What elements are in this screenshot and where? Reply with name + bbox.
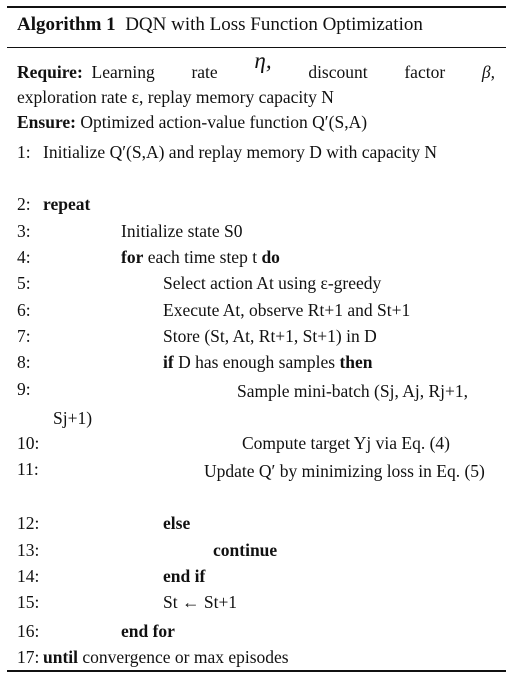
ensure-line [17,111,495,133]
step-text: Compute target Yj via Eq. (4) [242,433,451,453]
line-number: 17: [17,647,40,667]
line-number: 11: [17,459,39,479]
algorithm-name: DQN with Loss Function Optimization [125,14,423,35]
require-word: factor [404,62,446,82]
line-number: 9: [17,379,31,399]
require-line [17,48,495,83]
algorithm-title [17,14,423,36]
require-keyword: Require: [17,62,83,82]
require-line-2: exploration rate ε, replay memory capacity N [17,87,334,107]
keyword-if: if [163,352,174,372]
require-word: rate [191,62,218,82]
bottom-rule [7,670,506,672]
top-rule [7,6,506,8]
line-number: 15: [17,592,40,612]
keyword-repeat: repeat [43,194,91,214]
line-number: 8: [17,352,31,372]
keyword-do: do [261,247,280,267]
line-number: 13: [17,540,40,560]
line-number: 2: [17,194,31,214]
algorithm-label: Algorithm 1 [17,14,116,35]
require-word: discount [308,62,368,82]
line-number: 12: [17,513,40,533]
keyword-end-if: end if [163,566,206,586]
keyword-until: until [43,647,79,667]
step-text: Initialize state S0 [121,221,243,241]
step-text: Execute At, observe Rt+1 and St+1 [163,300,411,320]
line-number: 10: [17,433,40,453]
step-text: Sample mini-batch (Sj, Aj, Rj+1, Sj+1) [53,381,469,428]
keyword-continue: continue [213,540,278,560]
line-number: 1: [17,142,31,162]
step-text: D has enough samples [178,352,336,372]
step-text: Select action At using ε-greedy [163,273,382,293]
require-word: Learning [91,62,155,82]
line-number: 4: [17,247,31,267]
line-number: 6: [17,300,31,320]
keyword-end-for: end for [121,621,175,641]
keyword-then: then [339,352,373,372]
line-number: 3: [17,221,31,241]
step-text: Store (St, At, Rt+1, St+1) in D [163,326,377,346]
step-text: convergence or max episodes [82,647,289,667]
step-text: each time step t [147,247,258,267]
step-text: St ← St+1 [163,592,238,612]
line-number: 7: [17,326,31,346]
line-number: 16: [17,621,40,641]
keyword-else: else [163,513,191,533]
keyword-for: for [121,247,144,267]
line-number: 5: [17,273,31,293]
ensure-text: Optimized action-value function Q′(S,A) [80,112,368,132]
ensure-keyword: Ensure: [17,112,76,132]
step-text: Initialize Q′(S,A) and replay memory D with capacity N [43,142,438,162]
step-text: Update Q′ by minimizing loss in Eq. (5) [204,461,485,481]
learning-rate-symbol: η, [254,48,272,73]
discount-symbol: β, [481,62,495,82]
line-number: 14: [17,566,40,586]
